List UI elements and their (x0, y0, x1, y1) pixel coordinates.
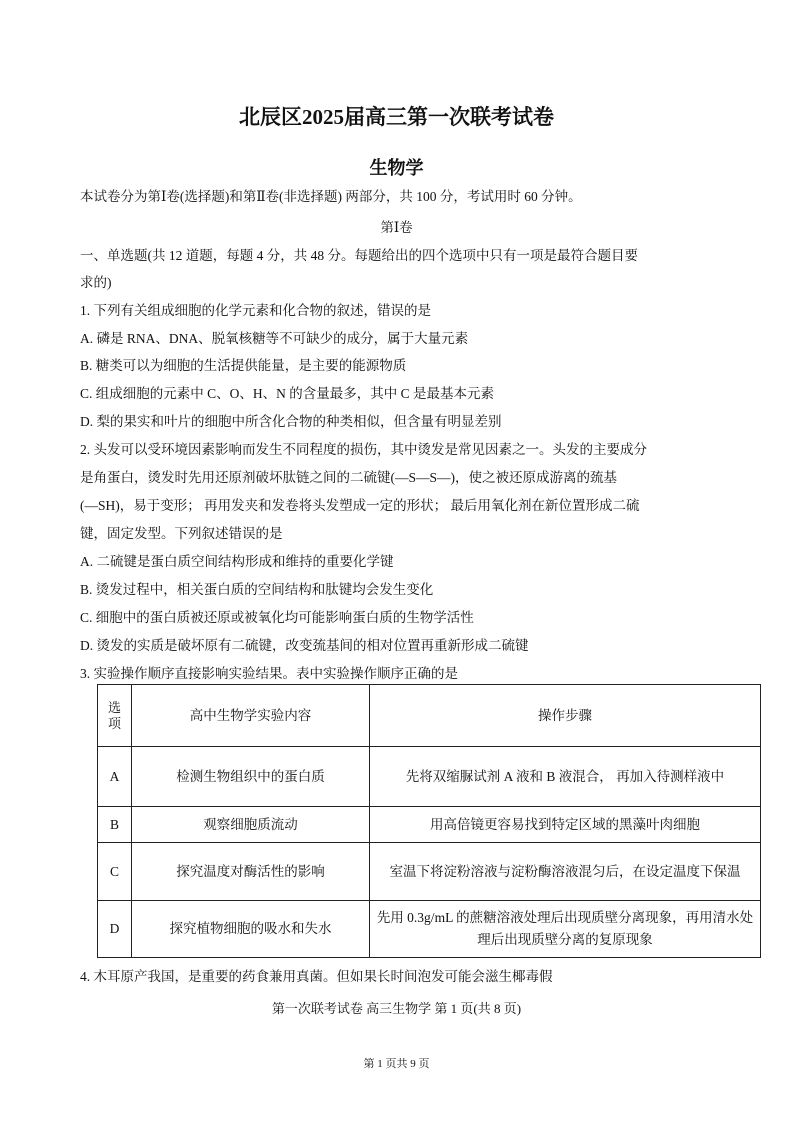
section-heading-cont: 求的) (80, 275, 112, 290)
q2-stem: 是角蛋白，烫发时先用还原剂破坏肽链之间的二硫键(—S—S—)，使之被还原成游离的巯基 (80, 470, 618, 485)
q2-stem: (—SH)，易于变形； 再用发夹和发卷将头发塑成一定的形状； 最后用氧化剂在新位置形成二硫 (80, 498, 640, 513)
row-option: B (98, 807, 132, 843)
row-steps: 先将双缩脲试剂 A 液和 B 液混合， 再加入待测样液中 (370, 747, 761, 807)
exam-title: 北辰区2025届高三第一次联考试卷 (239, 105, 554, 129)
q1-option-b: B. 糖类可以为细胞的生活提供能量，是主要的能源物质 (80, 358, 407, 373)
q2-option-b: B. 烫发过程中，相关蛋白质的空间结构和肽键均会发生变化 (80, 582, 434, 597)
row-content: 观察细胞质流动 (132, 807, 370, 843)
row-option: C (98, 843, 132, 901)
q4-stem: 4. 木耳原产我国，是重要的药食兼用真菌。但如果长时间泡发可能会滋生椰毒假 (80, 969, 553, 984)
q3-stem: 3. 实验操作顺序直接影响实验结果。表中实验操作顺序正确的是 (80, 666, 458, 681)
q2-option-c: C. 细胞中的蛋白质被还原或被氧化均可能影响蛋白质的生物学活性 (80, 610, 474, 625)
header-steps: 操作步骤 (370, 685, 761, 747)
row-content: 检测生物组织中的蛋白质 (132, 747, 370, 807)
page-number: 第 1 页共 9 页 (363, 1058, 430, 1070)
table-row (98, 901, 761, 958)
table-row (98, 843, 761, 901)
q2-stem: 键，固定发型。下列叙述错误的是 (80, 526, 283, 541)
part-heading: 第Ⅰ卷 (380, 220, 413, 235)
q2-option-a: A. 二硫键是蛋白质空间结构形成和维持的重要化学键 (80, 554, 394, 569)
row-content: 探究植物细胞的吸水和失水 (132, 901, 370, 958)
section-heading: 一、单选题(共 12 道题，每题 4 分，共 48 分。每题给出的四个选项中只有一项是最符合题目要 (80, 248, 638, 263)
table-row (98, 747, 761, 807)
subject-title: 生物学 (369, 158, 424, 178)
q1-stem: 1. 下列有关组成细胞的化学元素和化合物的叙述，错误的是 (80, 303, 431, 318)
row-option: D (98, 901, 132, 958)
table-row (98, 807, 761, 843)
q2-option-d: D. 烫发的实质是破坏原有二硫键，改变巯基间的相对位置再重新形成二硫键 (80, 638, 529, 653)
row-option: A (98, 747, 132, 807)
exam-footer: 第一次联考试卷 高三生物学 第 1 页(共 8 页) (271, 1001, 522, 1016)
row-steps: 室温下将淀粉溶液与淀粉酶溶液混匀后，在设定温度下保温 (370, 843, 761, 901)
table-header-row (98, 685, 761, 747)
q1-option-c: C. 组成细胞的元素中 C、O、H、N 的含量最多，其中 C 是最基本元素 (80, 386, 495, 401)
q3-table (97, 684, 761, 958)
header-option: 选项 (98, 685, 132, 747)
exam-intro: 本试卷分为第Ⅰ卷(选择题)和第Ⅱ卷(非选择题) 两部分，共 100 分，考试用时 60 分钟。 (80, 189, 582, 204)
header-content: 高中生物学实验内容 (132, 685, 370, 747)
q1-option-d: D. 梨的果实和叶片的细胞中所含化合物的种类相似，但含量有明显差别 (80, 414, 502, 429)
q2-stem: 2. 头发可以受环境因素影响而发生不同程度的损伤，其中烫发是常见因素之一。头发的主要成分 (80, 442, 647, 457)
q1-option-a: A. 磷是 RNA、DNA、脱氧核糖等不可缺少的成分，属于大量元素 (80, 331, 469, 346)
row-steps: 先用 0.3g/mL 的蔗糖溶液处理后出现质壁分离现象，再用清水处理后出现质壁分离的复原现象 (370, 901, 761, 958)
row-steps: 用高倍镜更容易找到特定区域的黑藻叶肉细胞 (370, 807, 761, 843)
row-content: 探究温度对酶活性的影响 (132, 843, 370, 901)
